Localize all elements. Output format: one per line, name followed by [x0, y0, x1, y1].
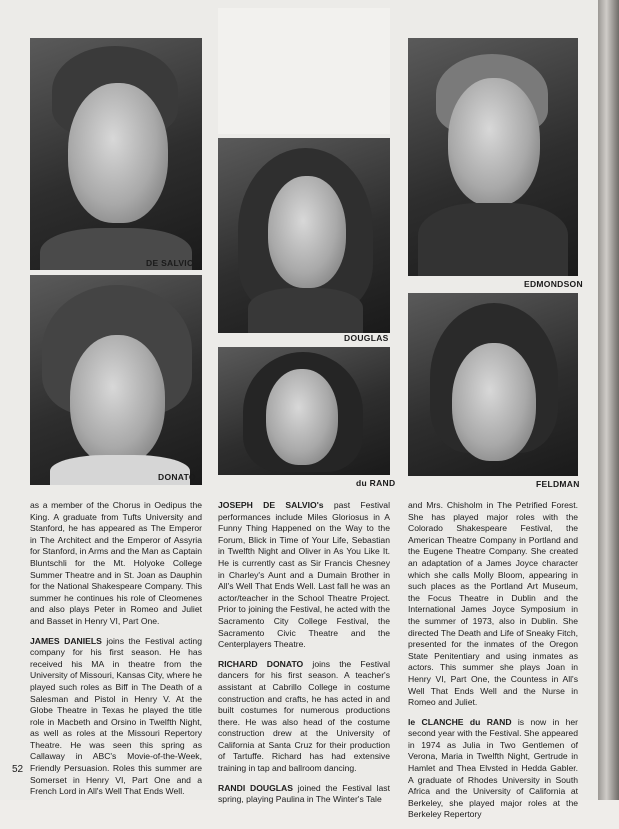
bio-name: JOSEPH DE SALVIO's [218, 500, 324, 510]
page-edge-shadow [598, 0, 619, 800]
caption-donato: DONATO [158, 472, 196, 482]
bio-name: RICHARD DONATO [218, 658, 304, 669]
bio-text: is now in her second year with the Festival. She appeared in 1974 as Julia in Two Gentlemen of Verona, Maria in Twelfth Night, Gertrude in Hamlet and Thea Elvsted in Hedda Gabler. A graduate of Rhodes University in South Africa and the University of California at Berkeley, she played major roles at the Berkeley Repertory [408, 716, 578, 820]
blank-area [218, 8, 390, 134]
photo-douglas [218, 138, 390, 333]
bio-name: RANDI DOUGLAS [218, 782, 293, 793]
paragraph-de-salvio [218, 500, 390, 651]
bio-text: joins the Festival dancers for his first season. A teacher's assistant at Cabrillo College in costume construction and crafts, he has acted in and built costumes for numerous productions there. He was also head of the costume construction drew at the University of California at Santa Cruz for their production of Tartuffe. Richard has had extensive training in tap and ballroom dancing. [218, 658, 390, 774]
paragraph-donato [218, 659, 390, 775]
paragraph-douglas [218, 783, 390, 806]
text-column-middle [218, 500, 390, 814]
paragraph-daniels [30, 636, 202, 798]
caption-douglas: DOUGLAS [344, 333, 389, 343]
caption-feldman: FELDMAN [536, 479, 580, 489]
paragraph-douglas-cont: and Mrs. Chisholm in The Petrified Forest. She has played major roles with the Colorado Shakespeare Festival, the American Theatre Company in Portland and the Eugene Theatre Company. She created an adaptation of a James Joyce character which she calls Molly Bloom, appearing in such places as the Portland Art Museum, the Focus Theatre in Dublin and the International James Joyce Symposium in the summer of 1973, also in Dublin. She directed The Death and Life of Sneaky Fitch, presented for the inmates of the Oregon State Penitentiary and using inmates as actors. This summer she plays Joan in Henry VI, Part One, the Countess in All's Well That Ends Well and the Nurse in Romeo and Juliet. [408, 500, 578, 708]
caption-de-salvio: DE SALVIO [146, 258, 194, 268]
photo-edmondson [408, 38, 578, 276]
bio-text: joined the Festival last spring, playing Paulina in The Winter's Tale [218, 782, 390, 805]
caption-edmondson: EDMONDSON [524, 279, 583, 289]
bio-name: le CLANCHE du RAND [408, 716, 512, 727]
photo-du-rand [218, 347, 390, 475]
page-number: 52 [12, 764, 24, 775]
caption-du-rand: du RAND [356, 478, 396, 488]
bio-name: JAMES DANIELS [30, 635, 102, 646]
photo-feldman [408, 293, 578, 476]
paragraph: as a member of the Chorus in Oedipus the King. A graduate from Tufts University and Stanford, he has appeared as The Emperor in The Architect and the Emperor of Assyria for Stanford, in Arms and the Man as Captain Bluntschli for the Mt. Holyoke College Summer Theatre and in St. Joan as Dauphin for the National Shakespeare Company. This summer he continues his role of Cleomenes and also plays Peter in Romeo and Juliet and Basset in Henry VI, Part One. [30, 500, 202, 626]
paragraph-du-rand [408, 717, 578, 821]
photo-donato [30, 275, 202, 485]
text-column-left [30, 500, 202, 806]
bio-text: past Festival performances include Miles Gloriosus in A Funny Thing Happened on the Way to the Forum, Blick in Time of Your Life, Sebastian in Twelfth Night and Oliver in As You Like It. He is currently cast as Sir Francis Chesney in Charley's Aunt and a Dumain Brother in All's Well That Ends Well. Last fall he was an actor/teacher in the School Theatre Project. Prior to joining the Festival, he acted with the Sacramento City College Festival, the Sacramento Civic Theatre and the Centerplayers Theatre. [218, 500, 390, 650]
text-column-right [408, 500, 578, 829]
bio-text: joins the Festival acting company for his first season. He has received his MA in theatre from the University of Missouri, Kansas City, where he played such roles as Biff in The Death of a Salesman and Pistol in Henry V. At the Globe Theatre in Texas he played the title role in Macbeth and Orsino in Twelfth Night, as well as roles at the Missouri Repertory Theatre. He was seen this spring as Callaway in ABC's Movie-of-the-Week, Friendly Persuasion. Roles this summer are Somerset in Henry VI, Part One and a French Lord in All's Well That Ends Well. [30, 635, 202, 797]
photo-de-salvio [30, 38, 202, 270]
